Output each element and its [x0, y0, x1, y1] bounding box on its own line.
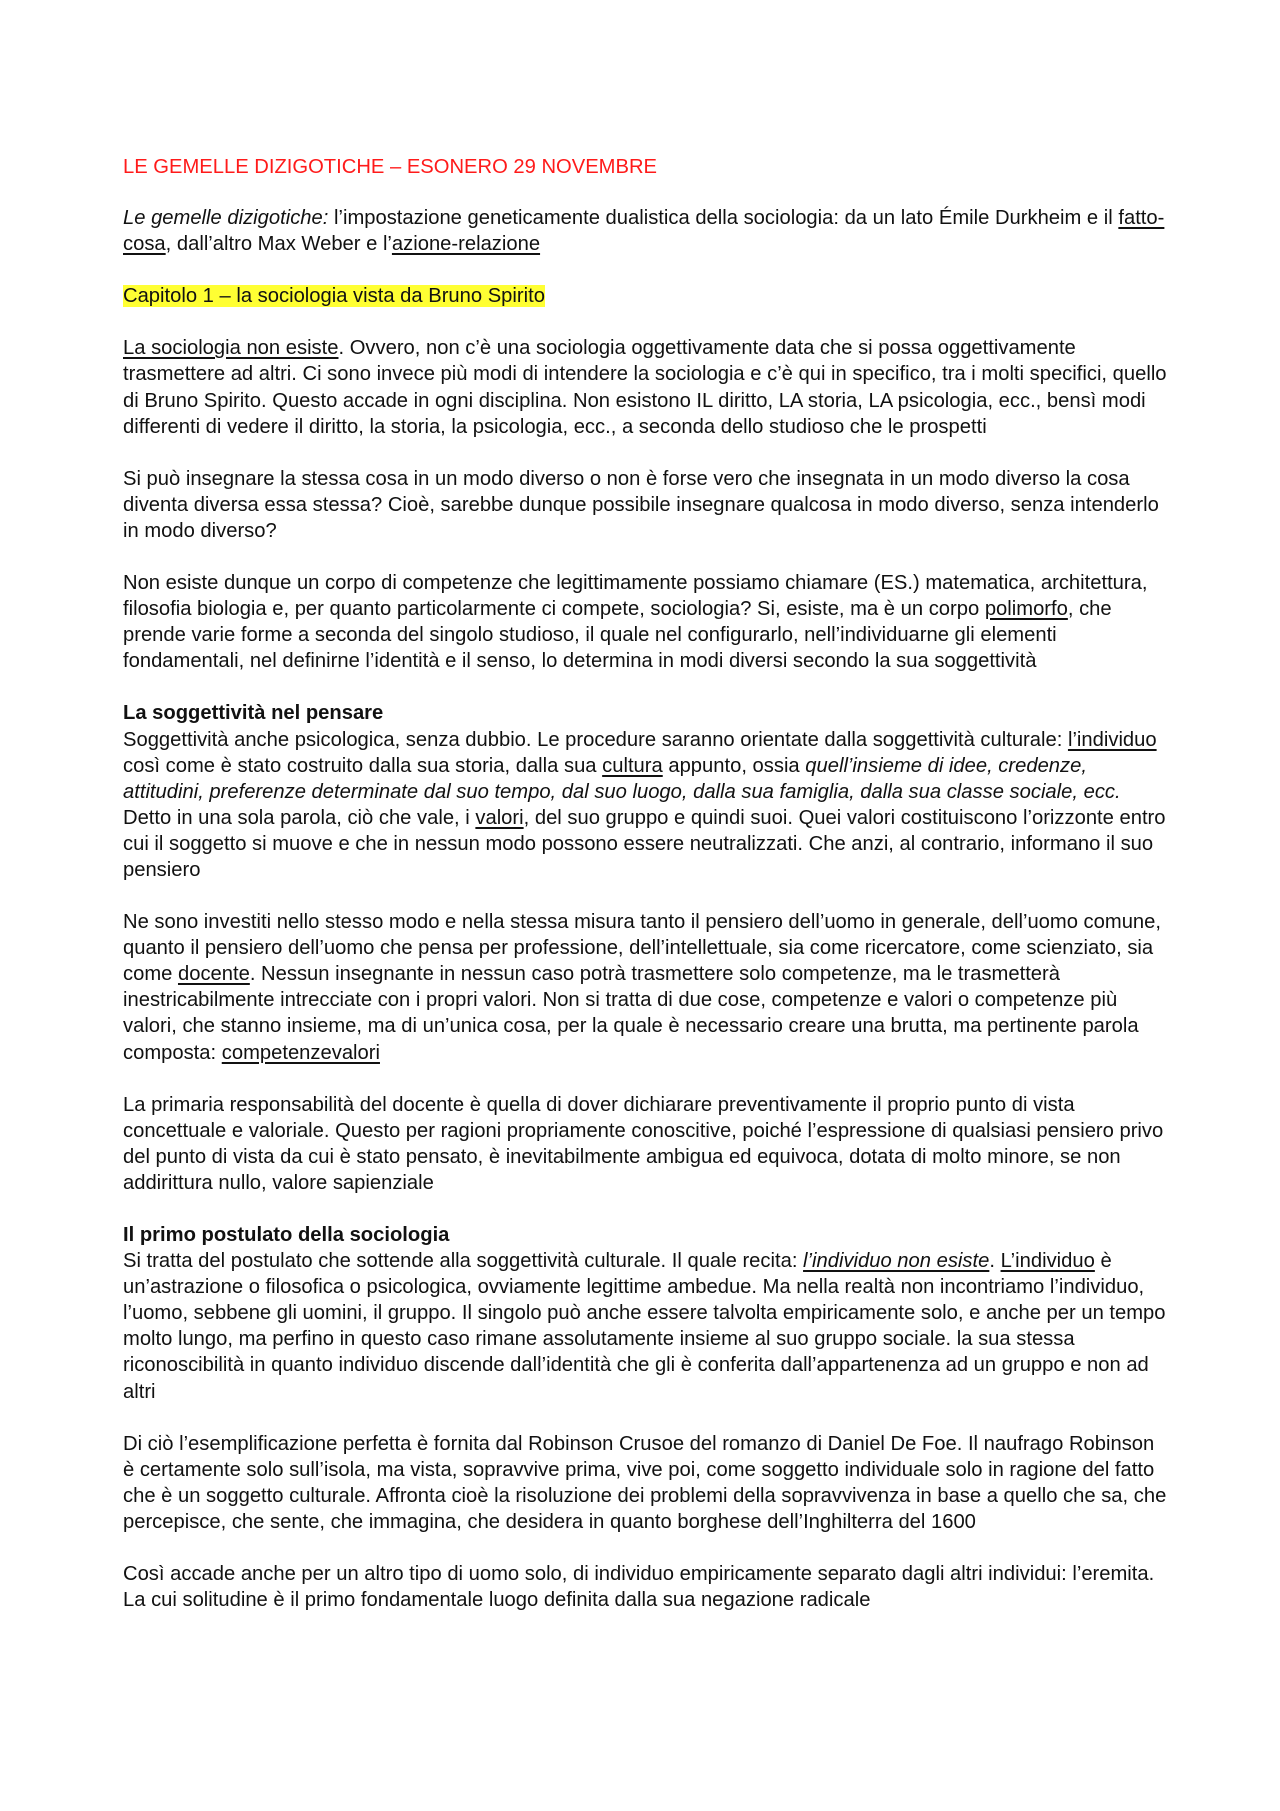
p7-text-1: Si tratta del postulato che sottende alla soggettività culturale. Il quale recita:: [123, 1250, 804, 1273]
intro-lead: Le gemelle dizigotiche:: [123, 207, 329, 230]
intro-text-1: l’impostazione geneticamente dualistica della sociologia: da un lato Émile Durkheim e il: [328, 207, 1119, 230]
p3-text-1: Non esiste dunque un corpo di competenze che legittimamente possiamo chiamare (ES.) matematica, architettura, filosofia biologia e, per quanto particolarmente ci compete, sociologia? Si, esiste, ma è un corpo: [123, 572, 1148, 621]
p4-term-cultura: cultura: [602, 754, 663, 777]
chapter-heading: [123, 283, 1168, 309]
p7-text-2: .: [989, 1250, 1001, 1273]
paragraph-3: [123, 570, 1168, 674]
paragraph-8: Di ciò l’esemplificazione perfetta è fornita dal Robinson Crusoe del romanzo di Daniel De Foe. Il naufrago Robinson è certamente solo sull’isola, ma vista, sopravvive prima, vive poi, come soggetto individuale solo in ragione del fatto che è un soggetto culturale. Affronta cioè la risoluzione dei problemi della sopravvivenza in base a quello che sa, che percepisce, che sente, che immagina, che desidera in quanto borghese dell’Inghilterra del 1600: [123, 1432, 1167, 1533]
intro-text-2: , dall’altro Max Weber e l’: [165, 233, 392, 256]
p3-text-2: , che prende varie forme a seconda del singolo studioso, il quale nel configurarlo, nell’individuarne gli elementi fondamentali, nel definirne l’identità e il senso, lo determina in modi diversi secondo la sua soggettività: [123, 598, 1112, 673]
paragraph-2: Si può insegnare la stessa cosa in un modo diverso o non è forse vero che insegnata in un modo diverso la cosa diventa diversa essa stessa? Cioè, sarebbe dunque possibile insegnare qualcosa in modo diverso, senza intenderlo in modo diverso?: [123, 467, 1159, 542]
p7-postulate: l’individuo non esiste: [803, 1250, 990, 1273]
p4-text-4: Detto in una sola parola, ciò che vale, i: [123, 806, 476, 829]
p1-underlined: La sociologia non esiste: [123, 337, 339, 360]
chapter-heading-highlight: Capitolo 1 – la sociologia vista da Bruno Spirito: [123, 285, 545, 308]
p4-italic: quell’insieme di idee, credenze, attitudini, preferenze determinate dal suo tempo, dal suo luogo, dalla sua famiglia, dalla sua classe sociale, ecc.: [123, 754, 1121, 803]
p7-term-individuo: L’individuo: [1000, 1250, 1095, 1273]
p3-term-polimorfo: polimorfo: [984, 598, 1068, 621]
p4-text-2: così come è stato costruito dalla sua storia, dalla sua: [123, 754, 603, 777]
p5-term-competenzevalori: competenzevalori: [221, 1041, 380, 1064]
p4-term-individuo: l’individuo: [1067, 728, 1157, 751]
section-heading-soggettivita: La soggettività nel pensare: [123, 702, 384, 725]
section-heading-postulato: Il primo postulato della sociologia: [123, 1224, 450, 1246]
p5-text-2: . Nessun insegnante in nessun caso potrà trasmettere solo competenze, ma le trasmetterà inestricabilmente intrecciate con i propri valori. Non si tratta di due cose, competenze e valori o competenze più valori, che stanno insieme, ma di un’unica cosa, per la quale è necessario creare una brutta, ma pertinente parola composta:: [123, 963, 1139, 1064]
p7-text-3: è un’astrazione o filosofica o psicologica, ovviamente legittime ambedue. Ma nella realtà non incontriamo l’individuo, l’uomo, sebbene gli uomini, il gruppo. Il singolo può anche essere talvolta empiricamente solo, e anche per un tempo molto lungo, ma perfino in questo caso rimane assolutamente insieme al suo gruppo sociale. la sua stessa riconoscibilità in quanto individuo discende dall’identità che gli è conferita dall’appartenenza ad un gruppo e non ad altri: [123, 1250, 1166, 1403]
intro-paragraph: [123, 205, 1168, 257]
p1-text: . Ovvero, non c’è una sociologia oggettivamente data che si possa oggettivamente trasmettere ad altri. Ci sono invece più modi di intendere la sociologia e c’è qui in specifico, tra i molti specifici, quello di Bruno Spirito. Questo accade in ogni disciplina. Non esistono IL diritto, LA storia, LA psicologia, ecc., bensì modi differenti di vedere il diritto, la storia, la psicologia, ecc., a seconda dello studioso che le prospetti: [123, 337, 1167, 438]
document-title: LE GEMELLE DIZIGOTICHE – ESONERO 29 NOVEMBRE: [123, 156, 657, 178]
document-body: [123, 154, 1168, 1639]
paragraph-7: [123, 1248, 1168, 1405]
intro-term-azione-relazione: azione-relazione: [391, 233, 541, 256]
p5-term-docente: docente: [177, 963, 250, 986]
paragraph-5: [123, 909, 1168, 1066]
paragraph-6: La primaria responsabilità del docente è quella di dover dichiarare preventivamente il proprio punto di vista concettuale e valoriale. Questo per ragioni propriamente conoscitive, poiché l’espressione di qualsiasi pensiero privo del punto di vista da cui è stato pensato, è inevitabilmente ambigua ed equivoca, dotata di molto minore, se non addirittura nullo, valore sapienziale: [123, 1093, 1164, 1194]
paragraph-4: [123, 727, 1168, 884]
p4-text-1: Soggettività anche psicologica, senza dubbio. Le procedure saranno orientate dalla soggettività culturale:: [123, 728, 1068, 751]
paragraph-9: Così accade anche per un altro tipo di uomo solo, di individuo empiricamente separato dagli altri individui: l’eremita. La cui solitudine è il primo fondamentale luogo definita dalla sua negazione radicale: [123, 1563, 1155, 1612]
p4-text-5: , del suo gruppo e quindi suoi. Quei valori costituiscono l’orizzonte entro cui il soggetto si muove e che in nessun modo possono essere neutralizzati. Che anzi, al contrario, informano il suo pensiero: [123, 806, 1166, 881]
p5-text-1: Ne sono investiti nello stesso modo e nella stessa misura tanto il pensiero dell’uomo in generale, dell’uomo comune, quanto il pensiero dell’uomo che pensa per professione, dell’intellettuale, sia come ricercatore, come scienziato, sia come: [123, 911, 1161, 986]
p4-text-3: appunto, ossia: [662, 754, 806, 777]
p4-term-valori: valori: [475, 806, 524, 829]
paragraph-1: [123, 335, 1168, 439]
intro-term-fatto-cosa: fatto-cosa: [123, 207, 1165, 256]
